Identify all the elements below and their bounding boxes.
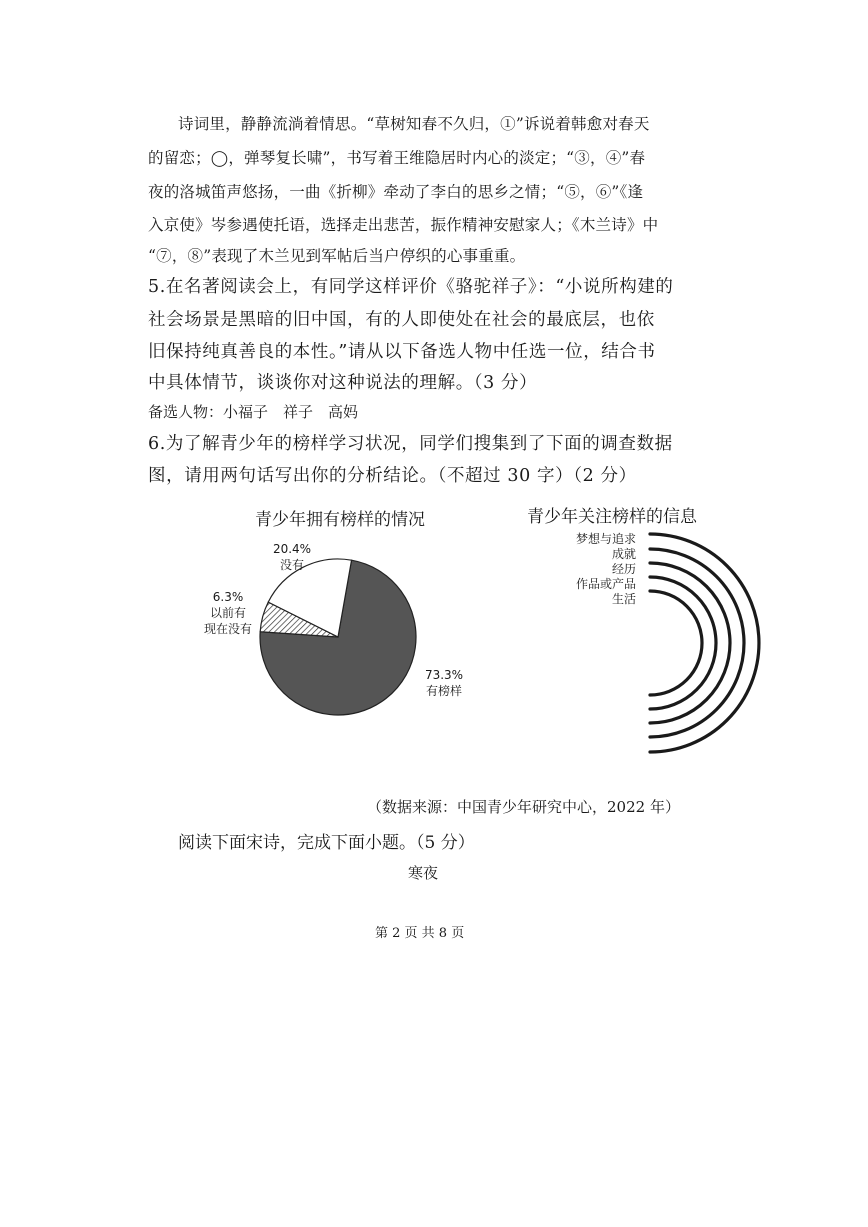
- slice-none-value: 20.4%: [272, 542, 312, 556]
- radial-label-achievement: 成就: [611, 547, 636, 561]
- page-footer: 第 2 页 共 8 页: [375, 926, 465, 941]
- radial-label-works: 作品或产品: [575, 577, 636, 591]
- q6-line-2: 图，请用两句话写出你的分析结论。（不超过 30 字）（2 分）: [148, 466, 637, 486]
- q5-candidates: 备选人物：小福子 祥子 高妈: [148, 403, 359, 421]
- slice-has-value: 73.3%: [424, 668, 464, 682]
- q6-line-1: 6.为了解青少年的榜样学习状况，同学们搜集到了下面的调查数据: [148, 434, 673, 454]
- slice-past-name-1: 以前有: [209, 606, 246, 620]
- pie-chart: [195, 530, 475, 750]
- q5-line-4: 中具体情节，谈谈你对这种说法的理解。（3 分）: [148, 373, 538, 393]
- radial-label-experience: 经历: [611, 562, 636, 576]
- radial-labels: [548, 532, 636, 607]
- radial-chart: [630, 525, 770, 765]
- slice-label-past: [195, 589, 261, 637]
- slice-label-has: [412, 667, 476, 699]
- q5-line-2: 社会场景是黑暗的旧中国，有的人即使处在社会的最底层，也依: [148, 310, 655, 330]
- slice-label-none: [265, 541, 319, 573]
- q4-line-4: 入京使》岑参遇使托语，选择走出悲苦，振作精神安慰家人；《木兰诗》中: [148, 216, 659, 234]
- radial-label-dream: 梦想与追求: [575, 532, 636, 546]
- slice-has-name: 有榜样: [425, 684, 462, 698]
- slice-past-name-2: 现在没有: [203, 622, 252, 636]
- q5-line-1: 5.在名著阅读会上，有同学这样评价《骆驼祥子》：“小说所构建的: [148, 277, 674, 297]
- data-source-note: （数据来源：中国青少年研究中心，2022 年）: [367, 798, 680, 816]
- slice-past-value: 6.3%: [212, 590, 244, 604]
- slice-none-name: 没有: [279, 558, 304, 572]
- radial-arc-works: [650, 577, 716, 709]
- q5-line-3: 旧保持纯真善良的本性。”请从以下备选人物中任选一位，结合书: [148, 342, 656, 362]
- q4-line-5: “⑦，⑧”表现了木兰见到军帖后当户停织的心事重重。: [148, 247, 526, 265]
- q4-line-1: 诗词里，静静流淌着情思。“草树知春不久归，①”诉说着韩愈对春天: [178, 115, 650, 133]
- q4-line-3: 夜的洛城笛声悠扬，一曲《折柳》牵动了李白的思乡之情；“⑤，⑥”《逢: [148, 183, 644, 201]
- pie-chart-title: 青少年拥有榜样的情况: [255, 510, 425, 530]
- radial-label-life: 生活: [611, 592, 636, 606]
- poem-title: 寒夜: [408, 864, 439, 882]
- radial-arc-life: [650, 591, 702, 695]
- radial-chart-title: 青少年关注榜样的信息: [527, 507, 697, 527]
- radial-arc-experience: [650, 563, 730, 723]
- reading-prompt: 阅读下面宋诗，完成下面小题。（5 分）: [178, 833, 475, 853]
- q4-line-2: 的留恋；◯，弹琴复长啸”，书写着王维隐居时内心的淡定；“③，④”春: [148, 149, 646, 167]
